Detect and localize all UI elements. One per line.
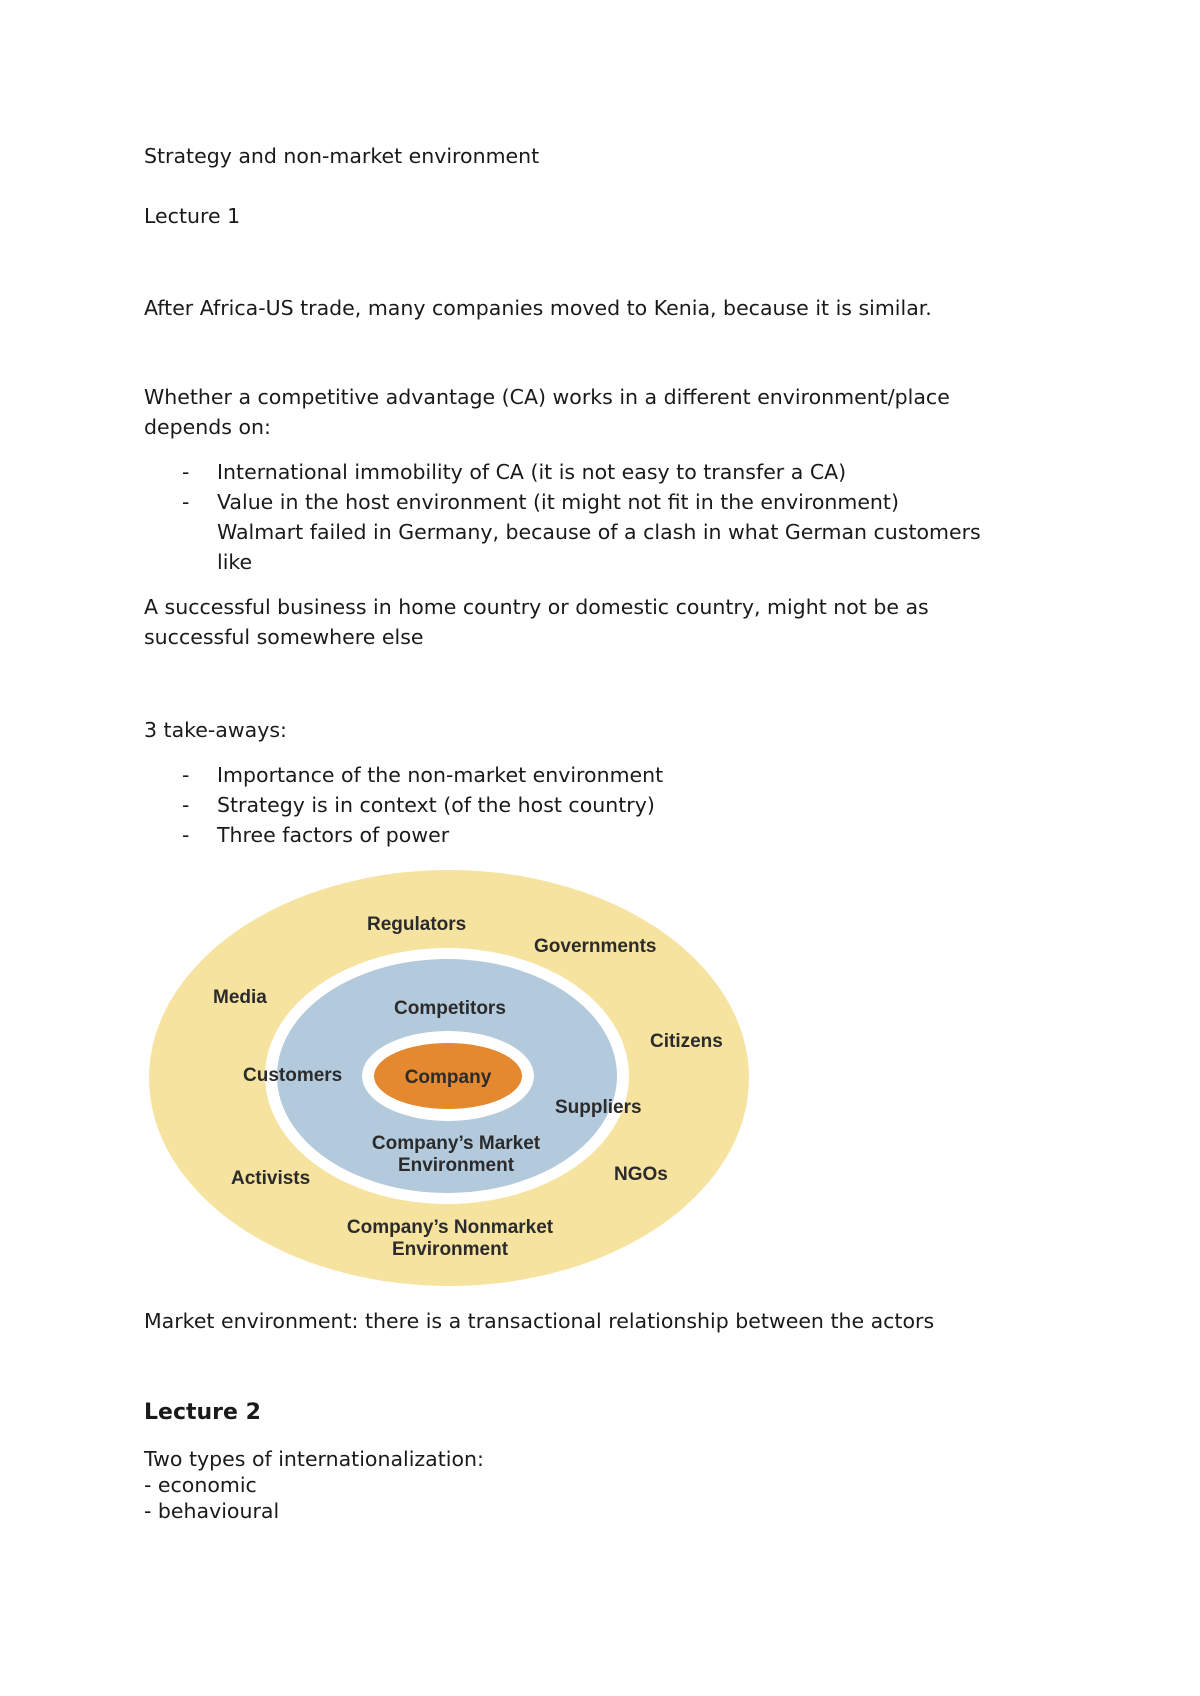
list-item-text: Three factors of power [217,823,450,847]
list-dash: - [182,763,190,787]
list-item-text: International immobility of CA (it is not easy to transfer a CA) [217,460,847,484]
document-title: Strategy and non-market environment [144,144,540,168]
list-dash: - [182,793,190,817]
label-company: Company [404,1067,492,1088]
label-customers: Customers [243,1065,343,1086]
takeaways-heading: 3 take-aways: [144,718,287,742]
paragraph-ca-line-2: depends on: [144,415,271,439]
walmart-note-line-1: Walmart failed in Germany, because of a clash in what German customers [217,520,981,544]
list-item-text: Value in the host environment (it might not fit in the environment) [217,490,899,514]
list-item-text: Strategy is in context (of the host country) [217,793,655,817]
nonmarket-title-line-1: Company’s Nonmarket [346,1217,554,1238]
list-item-text: Importance of the non-market environment [217,763,664,787]
label-citizens: Citizens [650,1031,723,1052]
list-dash: - [182,823,190,847]
label-suppliers: Suppliers [555,1097,642,1118]
paragraph-success-line-2: successful somewhere else [144,625,424,649]
market-environment-diagram [144,868,754,1288]
label-competitors: Competitors [394,998,506,1019]
paragraph-africa-trade: After Africa-US trade, many companies moved to Kenia, because it is similar. [144,296,932,320]
label-regulators: Regulators [367,914,467,935]
list-dash: - [182,490,190,514]
paragraph-ca-line-1: Whether a competitive advantage (CA) works in a different environment/place [144,385,950,409]
walmart-note-line-2: like [217,550,253,574]
nonmarket-title-line-2: Environment [391,1239,509,1260]
label-media: Media [213,987,267,1008]
paragraph-market-environment: Market environment: there is a transactional relationship between the actors [144,1309,935,1333]
label-activists: Activists [231,1168,311,1189]
market-title-line-1: Company’s Market [371,1133,541,1154]
list-dash: - [182,460,190,484]
label-governments: Governments [534,936,657,957]
market-title-line-2: Environment [397,1155,515,1176]
lecture-1-heading: Lecture 1 [144,204,241,228]
paragraph-success-line-1: A successful business in home country or domestic country, might not be as [144,595,929,619]
internationalization-type: - economic [144,1473,257,1497]
internationalization-heading: Two types of internationalization: [144,1447,484,1471]
label-ngos: NGOs [614,1164,668,1185]
lecture-2-heading: Lecture 2 [144,1400,261,1425]
internationalization-type: - behavioural [144,1499,280,1523]
